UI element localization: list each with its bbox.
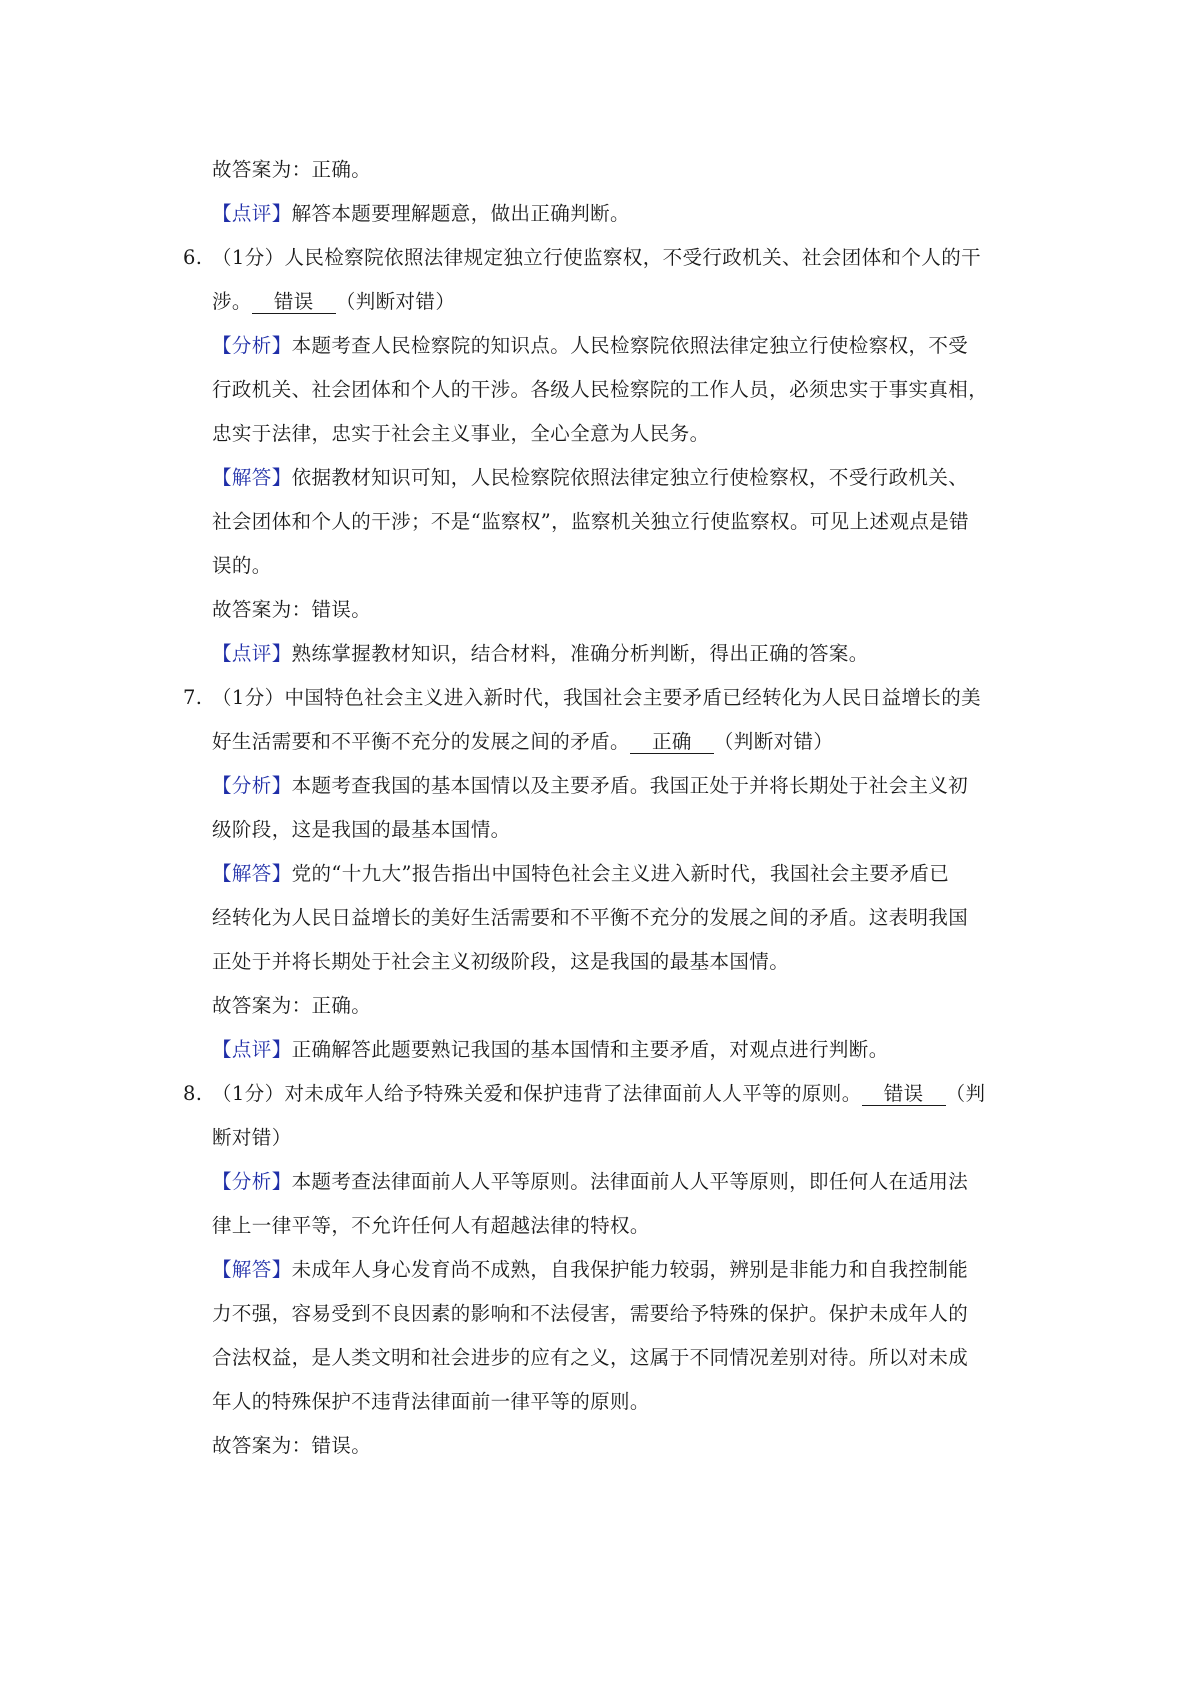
final-answer: 故答案为：错误。 xyxy=(212,1434,372,1457)
answer-line xyxy=(212,464,968,492)
comment-text: 熟练掌握教材知识，结合材料，准确分析判断，得出正确的答案。 xyxy=(291,642,869,665)
question-6-stem xyxy=(183,244,981,272)
analysis-tag: 【分析】 xyxy=(212,1170,292,1193)
comment-tag: 【点评】 xyxy=(212,1038,292,1061)
question-number: 8. xyxy=(183,1082,203,1105)
question-8-stem xyxy=(183,1080,985,1108)
stem-text: （判断对错） xyxy=(713,730,834,753)
answer-blank: 错误 xyxy=(252,291,336,314)
stem-text: 涉。 xyxy=(212,290,252,313)
answer-line: 社会团体和个人的干涉；不是“监察权”，监察机关独立行使监察权。可见上述观点是错 xyxy=(212,510,970,533)
stem-text: （1分）对未成年人给予特殊关爱和保护违背了法律面前人人平等的原则。 xyxy=(212,1082,862,1105)
answer-line xyxy=(212,860,949,888)
prev-comment xyxy=(212,200,630,228)
answer-line: 力不强，容易受到不良因素的影响和不法侵害，需要给予特殊的保护。保护未成年人的 xyxy=(212,1302,969,1325)
prev-final-answer: 故答案为：正确。 xyxy=(212,158,372,181)
stem-text: 好生活需要和不平衡不充分的发展之间的矛盾。 xyxy=(212,730,630,753)
answer-blank: 正确 xyxy=(630,731,714,754)
analysis-line: 级阶段，这是我国的最基本国情。 xyxy=(212,818,511,841)
answer-line: 误的。 xyxy=(212,554,272,577)
stem-text: （1分）中国特色社会主义进入新时代，我国社会主要矛盾已经转化为人民日益增长的美 xyxy=(212,686,982,709)
question-number: 7. xyxy=(183,686,203,709)
comment-tag: 【点评】 xyxy=(212,202,292,225)
answer-tag: 【解答】 xyxy=(212,862,292,885)
stem-text: （判 xyxy=(945,1082,986,1105)
comment-text: 正确解答此题要熟记我国的基本国情和主要矛盾，对观点进行判断。 xyxy=(291,1038,889,1061)
question-number: 6. xyxy=(183,246,203,269)
analysis-line xyxy=(212,332,968,360)
stem-text: （1分）人民检察院依照法律规定独立行使监察权，不受行政机关、社会团体和个人的干 xyxy=(212,246,982,269)
question-8-stem-cont: 断对错） xyxy=(212,1126,292,1149)
answer-tag: 【解答】 xyxy=(212,1258,292,1281)
analysis-line xyxy=(212,1168,968,1196)
answer-text: 依据教材知识可知，人民检察院依照法律定独立行使检察权，不受行政机关、 xyxy=(291,466,969,489)
answer-blank: 错误 xyxy=(862,1083,946,1106)
final-answer: 故答案为：错误。 xyxy=(212,598,372,621)
question-6-stem-cont xyxy=(212,288,455,316)
analysis-line: 律上一律平等，不允许任何人有超越法律的特权。 xyxy=(212,1214,650,1237)
analysis-text: 本题考查我国的基本国情以及主要矛盾。我国正处于并将长期处于社会主义初 xyxy=(291,774,969,797)
answer-line: 合法权益，是人类文明和社会进步的应有之义，这属于不同情况差别对待。所以对未成 xyxy=(212,1346,969,1369)
analysis-tag: 【分析】 xyxy=(212,334,292,357)
final-answer: 故答案为：正确。 xyxy=(212,994,372,1017)
answer-text: 党的“十九大”报告指出中国特色社会主义进入新时代，我国社会主要矛盾已 xyxy=(291,862,950,885)
comment-line xyxy=(212,1036,889,1064)
answer-line: 正处于并将长期处于社会主义初级阶段，这是我国的最基本国情。 xyxy=(212,950,790,973)
analysis-tag: 【分析】 xyxy=(212,774,292,797)
analysis-text: 本题考查人民检察院的知识点。人民检察院依照法律定独立行使检察权，不受 xyxy=(291,334,969,357)
stem-text: （判断对错） xyxy=(335,290,456,313)
comment-line xyxy=(212,640,869,668)
answer-tag: 【解答】 xyxy=(212,466,292,489)
comment-text: 解答本题要理解题意，做出正确判断。 xyxy=(291,202,630,225)
analysis-line xyxy=(212,772,968,800)
answer-line: 经转化为人民日益增长的美好生活需要和不平衡不充分的发展之间的矛盾。这表明我国 xyxy=(212,906,969,929)
answer-line: 年人的特殊保护不违背法律面前一律平等的原则。 xyxy=(212,1390,650,1413)
analysis-text: 本题考查法律面前人人平等原则。法律面前人人平等原则，即任何人在适用法 xyxy=(291,1170,969,1193)
answer-line xyxy=(212,1256,968,1284)
question-7-stem xyxy=(183,684,981,712)
analysis-line: 行政机关、社会团体和个人的干涉。各级人民检察院的工作人员，必须忠实于事实真相， xyxy=(212,378,989,401)
question-7-stem-cont xyxy=(212,728,833,756)
analysis-line: 忠实于法律，忠实于社会主义事业，全心全意为人民务。 xyxy=(212,422,710,445)
answer-text: 未成年人身心发育尚不成熟，自我保护能力较弱，辨别是非能力和自我控制能 xyxy=(291,1258,969,1281)
comment-tag: 【点评】 xyxy=(212,642,292,665)
